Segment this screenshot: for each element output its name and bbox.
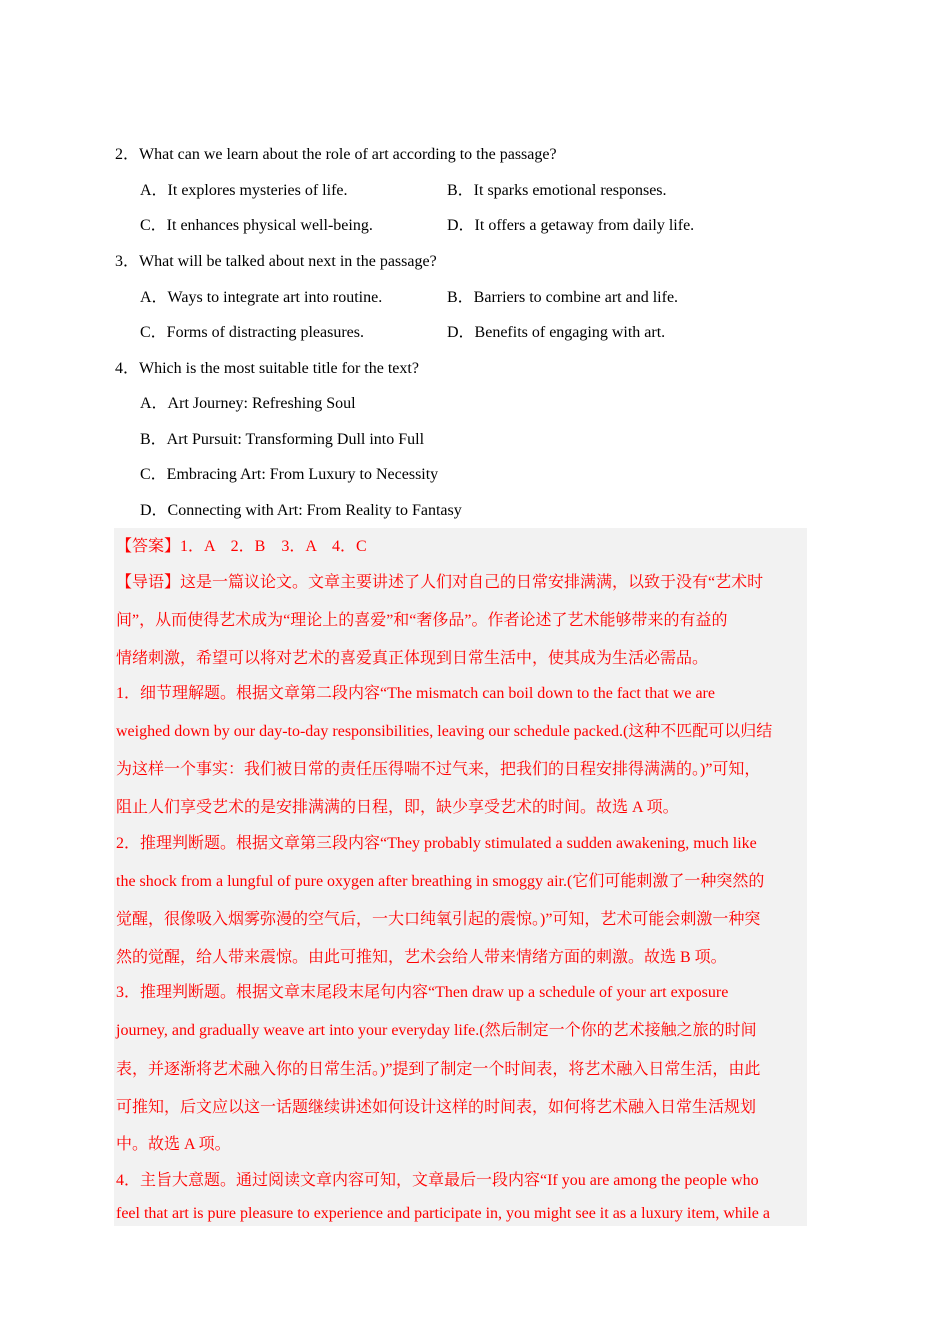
explanation-line: weighed down by our day-to-day responsibilities, leaving our schedule packed.(这种不匹配可以归结 <box>116 723 773 740</box>
question-4-option-d: D．Connecting with Art: From Reality to Fantasy <box>140 502 462 519</box>
explanation-line: the shock from a lungful of pure oxygen after breathing in smoggy air.(它们可能刺激了一种突然的 <box>116 873 765 890</box>
question-3-option-d: D．Benefits of engaging with art. <box>447 324 666 341</box>
question-3-option-b: B．Barriers to combine art and life. <box>447 289 679 306</box>
question-4-option-b: B．Art Pursuit: Transforming Dull into Full <box>140 431 425 448</box>
explanation-line: feel that art is pure pleasure to experience and participate in, you might see it as a luxury item, while a <box>116 1205 770 1222</box>
explanation-line: 可推知，后文应以这一话题继续讲述如何设计这样的时间表，如何将艺术融入日常生活规划 <box>116 1099 757 1116</box>
question-2-stem: 2．What can we learn about the role of art according to the passage? <box>115 146 557 163</box>
explanation-line: 3．推理判断题。根据文章末尾段末尾句内容“Then draw up a schedule of your art exposure <box>116 984 729 1001</box>
explanation-line: 【导语】这是一篇议论文。文章主要讲述了人们对自己的日常安排满满，以致于没有“艺术时 <box>116 574 764 591</box>
explanation-line: 然的觉醒，给人带来震惊。由此可推知，艺术会给人带来情绪方面的刺激。故选 B 项。 <box>116 949 727 966</box>
explanation-line: 觉醒，很像吸入烟雾弥漫的空气后，一大口纯氧引起的震惊。)”可知，艺术可能会刺激一种突 <box>116 911 761 928</box>
explanation-line: 间”，从而使得艺术成为“理论上的喜爱”和“奢侈品”。作者论述了艺术能够带来的有益的 <box>116 612 728 629</box>
question-2-option-c: C．It enhances physical well-being. <box>140 217 373 234</box>
explanation-line: 情绪刺激，希望可以将对艺术的喜爱真正体现到日常生活中，使其成为生活必需品。 <box>116 650 709 667</box>
question-2-option-a: A．It explores mysteries of life. <box>140 182 348 199</box>
answer-line: 【答案】1．A 2．B 3．A 4．C <box>116 538 367 555</box>
explanation-line: journey, and gradually weave art into your everyday life.(然后制定一个你的艺术接触之旅的时间 <box>116 1022 757 1039</box>
explanation-line: 中。故选 A 项。 <box>116 1136 231 1153</box>
explanation-line: 1．细节理解题。根据文章第二段内容“The mismatch can boil down to the fact that we are <box>116 685 715 702</box>
question-4-option-a: A．Art Journey: Refreshing Soul <box>140 395 356 412</box>
question-4-stem: 4．Which is the most suitable title for the text? <box>115 360 419 377</box>
question-3-option-c: C．Forms of distracting pleasures. <box>140 324 364 341</box>
question-4-option-c: C．Embracing Art: From Luxury to Necessity <box>140 466 439 483</box>
explanation-line: 为这样一个事实：我们被日常的责任压得喘不过气来，把我们的日程安排得满满的。)”可知， <box>116 761 761 778</box>
question-2-option-b: B．It sparks emotional responses. <box>447 182 667 199</box>
explanation-line: 4．主旨大意题。通过阅读文章内容可知，文章最后一段内容“If you are among the people who <box>116 1172 759 1189</box>
explanation-line: 表，并逐渐将艺术融入你的日常生活。)”提到了制定一个时间表，将艺术融入日常生活，由此 <box>116 1061 761 1078</box>
question-2-option-d: D．It offers a getaway from daily life. <box>447 217 695 234</box>
question-3-stem: 3．What will be talked about next in the passage? <box>115 253 437 270</box>
explanation-line: 阻止人们享受艺术的是安排满满的日程，即，缺少享受艺术的时间。故选 A 项。 <box>116 799 679 816</box>
explanation-line: 2．推理判断题。根据文章第三段内容“They probably stimulated a sudden awakening, much like <box>116 835 757 852</box>
question-3-option-a: A．Ways to integrate art into routine. <box>140 289 383 306</box>
